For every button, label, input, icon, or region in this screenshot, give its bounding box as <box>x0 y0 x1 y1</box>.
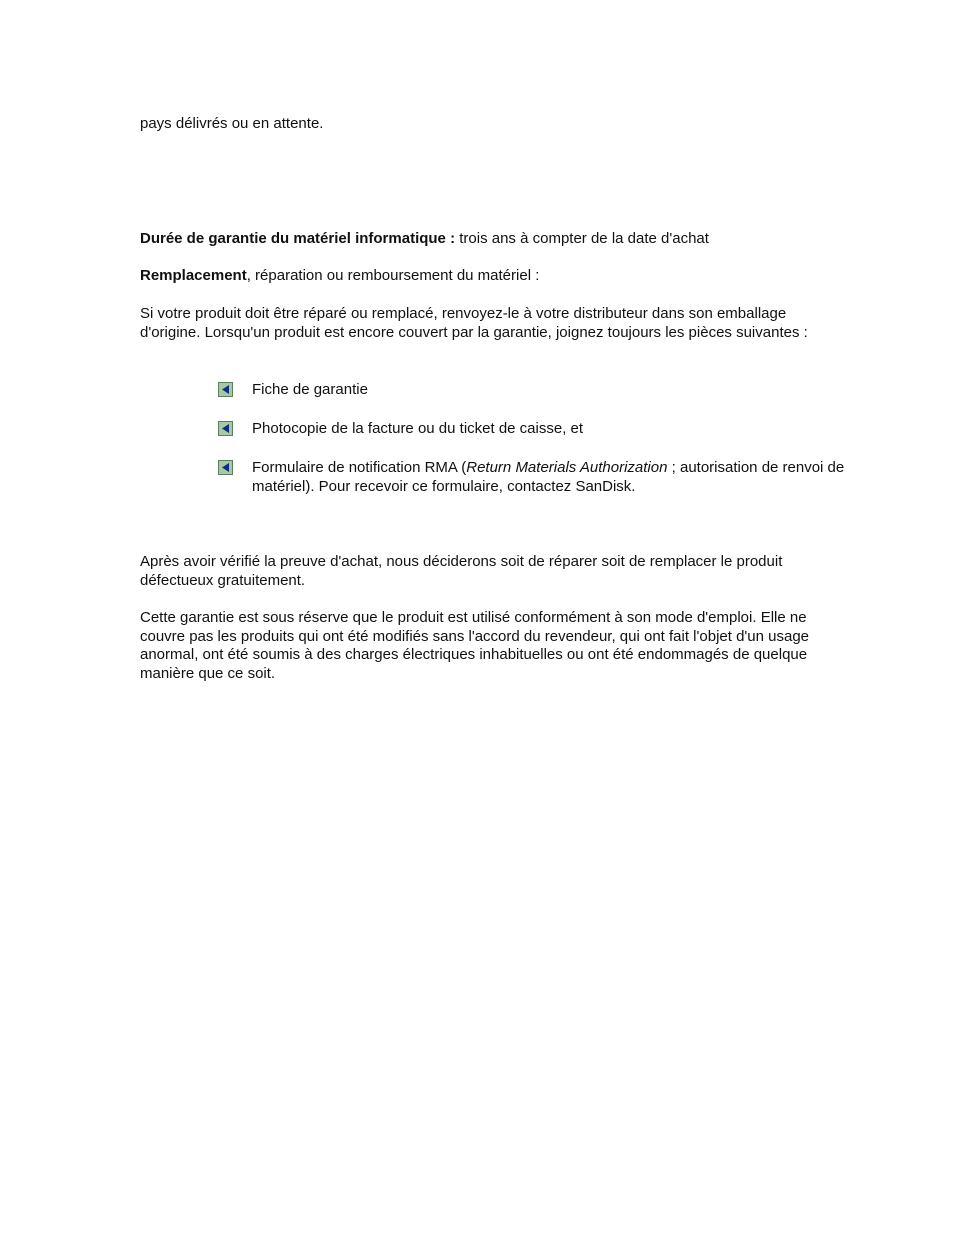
rma-italic-term: Return Materials Authorization <box>466 459 668 476</box>
bullet-text: Fiche de garantie <box>252 381 368 398</box>
bullet-arrow-icon <box>218 460 233 475</box>
replacement-text: , réparation ou remboursement du matériel : <box>246 267 540 284</box>
bullet-arrow-icon <box>218 421 233 436</box>
warranty-duration-text: trois ans à compter de la date d'achat <box>455 230 709 247</box>
conditions-paragraph: Cette garantie est sous réserve que le produit est utilisé conformément à son mode d'emploi. Elle ne couvre pas les produits qui ont été modifiés sans l'accord du revendeur, qui ont fait l'objet d'un usage anormal, ont été soumis à des charges électriques inhabituelles ou ont été endommagés de quelque manière que ce soit. <box>140 609 810 682</box>
bullet-text: Photocopie de la facture ou du ticket de caisse, et <box>252 420 584 437</box>
rma-text-before: Formulaire de notification RMA ( <box>252 459 467 476</box>
intro-fragment: pays délivrés ou en attente. <box>140 115 324 132</box>
rma-text-after: ; autorisation de renvoi de matériel). Pour recevoir ce formulaire, contactez SanDisk. <box>252 459 845 495</box>
bullet-arrow-icon <box>218 382 233 397</box>
return-instructions-paragraph: Si votre produit doit être réparé ou remplacé, renvoyez-le à votre distributeur dans son emballage d'origine. Lorsqu'un produit est encore couvert par la garantie, joignez toujours les pièces suivantes : <box>140 305 808 341</box>
replacement-label: Remplacement <box>140 267 247 284</box>
replacement-paragraph <box>140 267 850 286</box>
decision-paragraph: Après avoir vérifié la preuve d'achat, nous déciderons soit de réparer soit de remplacer le produit défectueux gratuitement. <box>140 553 783 589</box>
bullet-text <box>252 459 852 496</box>
warranty-duration-label: Durée de garantie du matériel informatique : <box>140 230 456 247</box>
warranty-duration-paragraph <box>140 230 850 249</box>
